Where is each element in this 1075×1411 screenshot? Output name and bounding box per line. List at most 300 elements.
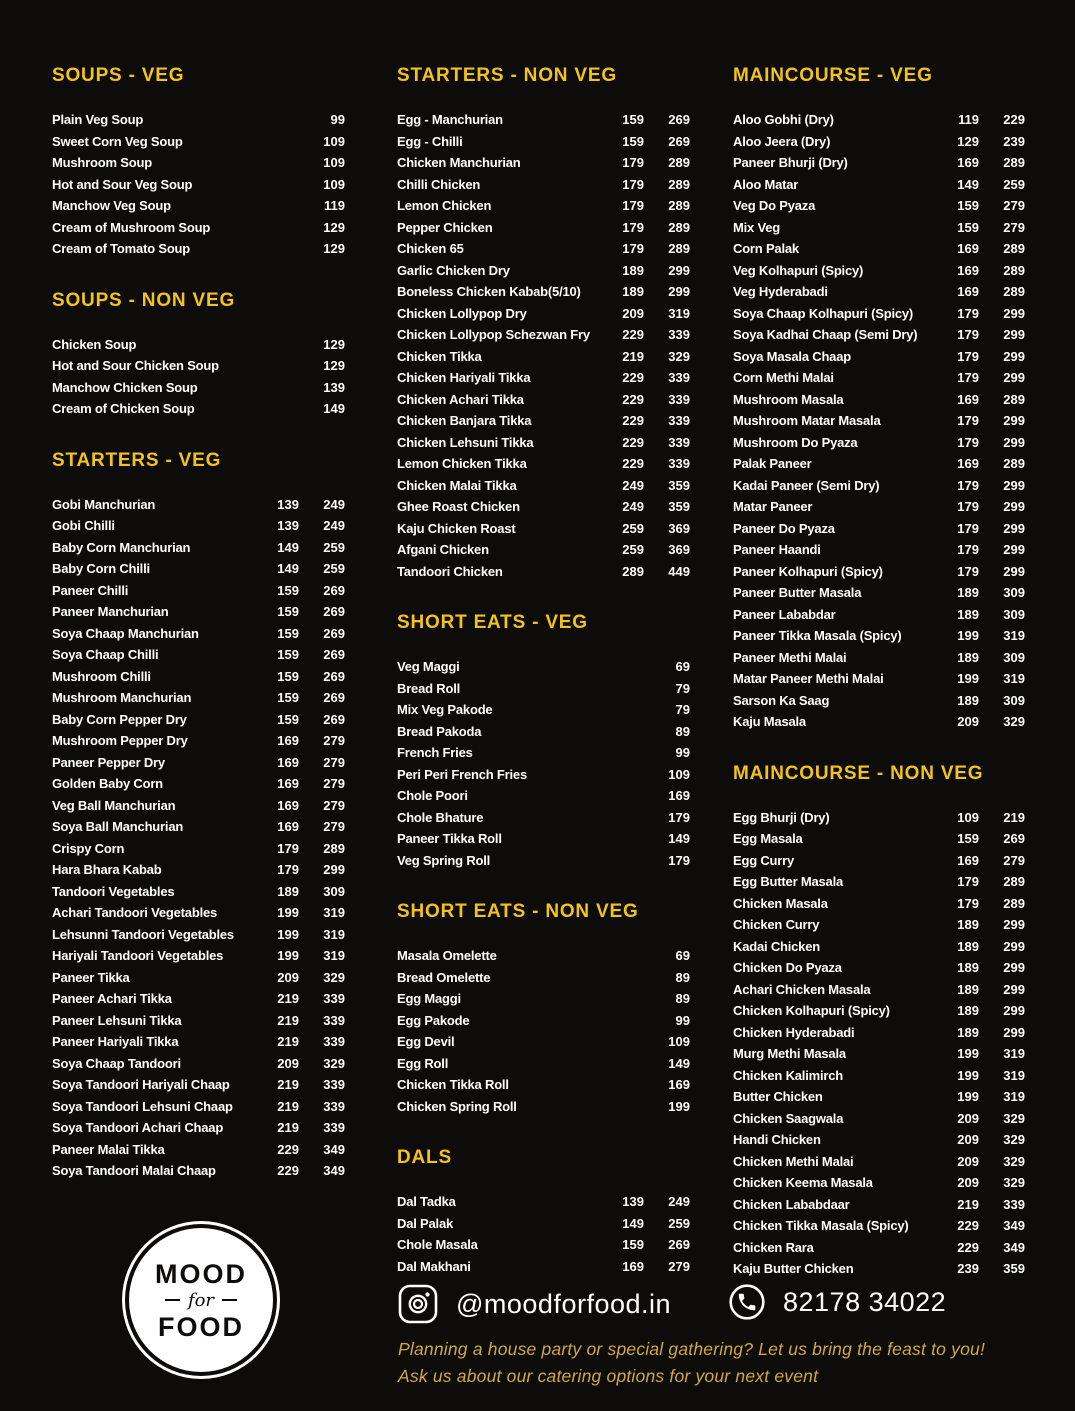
- item-price-half: 239: [957, 1261, 979, 1276]
- item-price-full: 299: [1003, 563, 1025, 579]
- menu-item-row: [733, 1043, 1025, 1065]
- menu-item-row: [52, 1139, 345, 1161]
- item-price-half: 179: [957, 434, 979, 450]
- item-name: Egg Masala: [733, 831, 803, 846]
- menu-item-row: [733, 1172, 1025, 1194]
- menu-item-row: [397, 238, 690, 260]
- menu-item-row: [733, 496, 1025, 518]
- item-price-full: 99: [330, 112, 345, 127]
- item-name: Afgani Chicken: [397, 542, 489, 557]
- item-name: Achari Tandoori Vegetables: [52, 905, 218, 920]
- item-price-full: 339: [668, 434, 690, 450]
- menu-item-row: [397, 764, 690, 786]
- item-name: Egg Pakode: [397, 1012, 470, 1028]
- item-price-full: 289: [1003, 874, 1025, 889]
- item-price-half: 229: [622, 413, 644, 428]
- section-title: MAINCOURSE - NON VEG: [733, 762, 984, 784]
- menu-item-row: [733, 131, 1025, 153]
- menu-item-row: [52, 217, 345, 239]
- item-name: Hot and Sour Veg Soup: [52, 176, 193, 192]
- item-price-half: 209: [277, 969, 299, 985]
- item-price-full: 199: [668, 1098, 690, 1114]
- item-price-full: 289: [668, 155, 690, 170]
- menu-item-row: [733, 828, 1025, 850]
- item-name: Corn Palak: [733, 241, 799, 256]
- item-price-half: 219: [277, 991, 299, 1006]
- item-price-full: 259: [1003, 176, 1025, 192]
- item-price-full: 129: [323, 358, 345, 373]
- item-price-half: 149: [957, 176, 979, 192]
- item-name: Dal Makhani: [397, 1258, 471, 1274]
- menu-item-row: [397, 518, 690, 540]
- logo-dash-right: [222, 1299, 237, 1301]
- menu-item-row: [52, 1096, 345, 1118]
- menu-item-row: [733, 260, 1025, 282]
- item-price-half: 179: [957, 563, 979, 579]
- menu-section: [52, 449, 345, 1182]
- item-price-full: 279: [1003, 198, 1025, 213]
- item-price-full: 339: [668, 413, 690, 428]
- item-price-full: 299: [1003, 981, 1025, 997]
- item-price-full: 299: [1003, 327, 1025, 342]
- menu-item-row: [397, 656, 690, 678]
- menu-item-row: [397, 561, 690, 583]
- menu-item-row: [733, 690, 1025, 712]
- item-price-half: 189: [957, 585, 979, 600]
- menu-item-row: [397, 1191, 690, 1213]
- item-name: Paneer Achari Tikka: [52, 991, 172, 1006]
- item-name: Mushroom Pepper Dry: [52, 733, 188, 748]
- item-price-full: 289: [1003, 391, 1025, 407]
- menu-item-row: [733, 174, 1025, 196]
- item-price-full: 339: [1003, 1196, 1025, 1212]
- item-price-full: 269: [323, 668, 345, 684]
- menu-item-row: [52, 398, 345, 420]
- item-price-half: 169: [277, 797, 299, 813]
- item-price-full: 329: [1003, 1153, 1025, 1169]
- menu-column-1: [52, 64, 345, 1280]
- menu-item-row: [733, 1000, 1025, 1022]
- catering-note: [398, 1336, 985, 1389]
- item-name: Chicken Manchurian: [397, 155, 521, 170]
- item-name: Soya Tandoori Malai Chaap: [52, 1163, 216, 1178]
- item-name: Soya Masala Chaap: [733, 348, 851, 364]
- item-price-half: 139: [277, 496, 299, 512]
- item-price-full: 269: [323, 604, 345, 619]
- item-price-full: 329: [323, 969, 345, 985]
- item-price-half: 109: [957, 809, 979, 825]
- item-price-half: 199: [957, 1089, 979, 1104]
- menu-item-row: [733, 432, 1025, 454]
- menu-item-row: [397, 496, 690, 518]
- item-price-full: 249: [323, 518, 345, 533]
- menu-section: [397, 1146, 690, 1277]
- item-price-half: 169: [277, 754, 299, 770]
- menu-item-row: [733, 1129, 1025, 1151]
- item-price-full: 299: [1003, 499, 1025, 514]
- item-price-half: 199: [277, 905, 299, 920]
- item-price-full: 299: [1003, 960, 1025, 975]
- item-price-half: 209: [622, 305, 644, 321]
- logo-word-middle: for: [187, 1289, 215, 1311]
- item-price-full: 269: [668, 112, 690, 127]
- item-name: Bread Roll: [397, 680, 461, 696]
- item-name: Paneer Lehsuni Tikka: [52, 1012, 182, 1028]
- menu-item-row: [52, 924, 345, 946]
- item-name: Egg Roll: [397, 1055, 449, 1071]
- menu-item-row: [52, 537, 345, 559]
- menu-item-row: [733, 1065, 1025, 1087]
- restaurant-logo: [129, 1228, 273, 1372]
- item-price-half: 229: [622, 370, 644, 385]
- item-price-full: 319: [323, 948, 345, 963]
- item-name: Mix Veg: [733, 219, 781, 235]
- item-name: Paneer Kolhapuri (Spicy): [733, 563, 883, 579]
- menu-item-row: [733, 1258, 1025, 1280]
- menu-item-row: [397, 1031, 690, 1053]
- item-price-half: 159: [622, 133, 644, 149]
- item-name: Lemon Chicken Tikka: [397, 456, 527, 471]
- item-price-half: 169: [277, 776, 299, 791]
- item-price-half: 169: [277, 733, 299, 748]
- item-price-full: 319: [1003, 671, 1025, 686]
- menu-item-row: [52, 773, 345, 795]
- item-price-full: 69: [675, 659, 690, 674]
- item-price-half: 199: [957, 671, 979, 686]
- item-price-half: 179: [622, 198, 644, 213]
- menu-item-row: [733, 1022, 1025, 1044]
- item-name: Egg - Chilli: [397, 133, 463, 149]
- item-name: Sarson Ka Saag: [733, 692, 830, 708]
- menu-item-row: [52, 1010, 345, 1032]
- item-name: Dal Palak: [397, 1215, 454, 1231]
- item-price-full: 269: [323, 582, 345, 598]
- item-price-full: 299: [323, 862, 345, 877]
- item-name: Butter Chicken: [733, 1089, 823, 1104]
- item-price-half: 179: [622, 176, 644, 192]
- item-name: Paneer Hariyali Tikka: [52, 1034, 179, 1049]
- menu-item-row: [397, 1213, 690, 1235]
- menu-column-2: [397, 64, 690, 1280]
- item-price-half: 229: [957, 1239, 979, 1255]
- item-price-half: 289: [622, 563, 644, 579]
- item-price-half: 179: [957, 413, 979, 428]
- menu-item-row: [52, 666, 345, 688]
- menu-item-row: [397, 721, 690, 743]
- item-name: Chicken Curry: [733, 917, 820, 932]
- item-name: Chicken Malai Tikka: [397, 477, 517, 493]
- phone-icon: [728, 1283, 766, 1321]
- menu-item-row: [733, 582, 1025, 604]
- item-price-half: 229: [622, 327, 644, 342]
- item-name: Soya Chaap Manchurian: [52, 625, 199, 641]
- item-price-full: 339: [323, 991, 345, 1006]
- item-name: Gobi Chilli: [52, 518, 115, 533]
- menu-item-row: [397, 195, 690, 217]
- item-price-full: 279: [668, 1258, 690, 1274]
- item-name: Paneer Haandi: [733, 542, 821, 557]
- item-price-full: 169: [668, 788, 690, 803]
- item-price-full: 99: [675, 1012, 690, 1028]
- item-name: Kadai Chicken: [733, 938, 820, 954]
- item-price-full: 299: [1003, 413, 1025, 428]
- item-price-full: 329: [1003, 1110, 1025, 1126]
- item-price-full: 369: [668, 520, 690, 536]
- menu-item-row: [52, 623, 345, 645]
- item-price-full: 269: [323, 647, 345, 662]
- item-price-half: 169: [957, 155, 979, 170]
- item-price-half: 169: [622, 1258, 644, 1274]
- menu-item-row: [397, 988, 690, 1010]
- menu-item-row: [397, 260, 690, 282]
- item-name: Mushroom Chilli: [52, 668, 151, 684]
- item-price-full: 179: [668, 809, 690, 825]
- menu-item-row: [397, 1256, 690, 1278]
- menu-item-row: [52, 967, 345, 989]
- item-price-half: 179: [277, 862, 299, 877]
- item-name: Soya Tandoori Lehsuni Chaap: [52, 1098, 233, 1114]
- item-name: Bread Pakoda: [397, 723, 482, 739]
- menu-item-row: [52, 1053, 345, 1075]
- item-price-half: 209: [957, 1153, 979, 1169]
- item-price-full: 289: [668, 219, 690, 235]
- menu-item-row: [733, 957, 1025, 979]
- section-title: STARTERS - VEG: [52, 449, 222, 471]
- item-name: Lemon Chicken: [397, 198, 492, 213]
- item-price-full: 289: [1003, 895, 1025, 911]
- item-name: Aloo Matar: [733, 176, 799, 192]
- menu-item-row: [733, 195, 1025, 217]
- logo-word-bottom: FOOD: [158, 1311, 244, 1342]
- item-price-half: 179: [957, 895, 979, 911]
- item-name: Egg Butter Masala: [733, 874, 844, 889]
- item-price-full: 339: [323, 1077, 345, 1092]
- item-price-full: 289: [1003, 262, 1025, 278]
- item-price-full: 319: [1003, 1046, 1025, 1061]
- item-price-half: 219: [957, 1196, 979, 1212]
- item-price-half: 259: [622, 542, 644, 557]
- item-price-full: 299: [1003, 370, 1025, 385]
- item-price-full: 319: [323, 926, 345, 942]
- item-name: Chicken Saagwala: [733, 1110, 844, 1126]
- item-name: Mushroom Matar Masala: [733, 413, 881, 428]
- item-price-half: 179: [957, 499, 979, 514]
- item-name: Kaju Masala: [733, 714, 806, 729]
- item-price-full: 319: [1003, 628, 1025, 643]
- item-price-half: 199: [277, 926, 299, 942]
- item-price-full: 239: [1003, 133, 1025, 149]
- item-price-full: 339: [323, 1120, 345, 1135]
- menu-item-row: [397, 785, 690, 807]
- item-price-full: 109: [323, 155, 345, 170]
- item-price-full: 299: [668, 262, 690, 278]
- item-price-half: 199: [957, 628, 979, 643]
- menu-section: [397, 64, 690, 582]
- menu-item-row: [733, 346, 1025, 368]
- item-name: Baby Corn Pepper Dry: [52, 711, 187, 727]
- item-price-full: 289: [668, 176, 690, 192]
- section-title: STARTERS - NON VEG: [397, 65, 617, 86]
- catering-line-2: Ask us about our catering options for your next event: [398, 1365, 819, 1386]
- item-name: Bread Omelette: [397, 969, 491, 985]
- instagram-handle: @moodforfood.in: [456, 1288, 672, 1319]
- menu-item-row: [397, 131, 690, 153]
- menu-item-row: [397, 152, 690, 174]
- item-price-full: 289: [323, 840, 345, 856]
- item-price-full: 299: [1003, 305, 1025, 321]
- item-price-full: 449: [668, 563, 690, 579]
- item-name: Cream of Chicken Soup: [52, 401, 195, 416]
- item-price-half: 229: [622, 456, 644, 471]
- item-price-half: 199: [957, 1046, 979, 1061]
- item-name: Chicken Lollypop Schezwan Fry: [397, 327, 590, 342]
- menu-item-row: [52, 752, 345, 774]
- item-name: Chicken Soup: [52, 336, 137, 352]
- item-price-half: 179: [957, 542, 979, 557]
- item-price-half: 189: [957, 649, 979, 665]
- item-name: Chicken Kolhapuri (Spicy): [733, 1003, 890, 1018]
- menu-item-row: [733, 625, 1025, 647]
- menu-section: [52, 289, 345, 420]
- item-price-full: 359: [668, 499, 690, 514]
- menu-item-row: [52, 1074, 345, 1096]
- menu-item-row: [733, 1151, 1025, 1173]
- item-price-half: 229: [277, 1141, 299, 1157]
- item-name: Paneer Bhurji (Dry): [733, 155, 848, 170]
- item-price-full: 249: [668, 1194, 690, 1209]
- item-price-half: 169: [957, 262, 979, 278]
- item-price-full: 279: [323, 819, 345, 834]
- item-name: Veg Kolhapuri (Spicy): [733, 262, 864, 278]
- item-price-half: 189: [957, 692, 979, 708]
- menu-item-row: [397, 346, 690, 368]
- item-price-half: 179: [957, 477, 979, 493]
- menu-item-row: [397, 303, 690, 325]
- menu-item-row: [733, 1215, 1025, 1237]
- menu-item-row: [733, 893, 1025, 915]
- item-name: Soya Tandoori Hariyali Chaap: [52, 1077, 230, 1092]
- item-price-half: 169: [957, 284, 979, 299]
- item-name: Golden Baby Corn: [52, 776, 163, 791]
- menu-item-row: [52, 580, 345, 602]
- item-name: Dal Tadka: [397, 1194, 456, 1209]
- menu-item-row: [733, 668, 1025, 690]
- menu-item-row: [52, 195, 345, 217]
- menu-item-row: [52, 152, 345, 174]
- item-price-half: 149: [622, 1215, 644, 1231]
- item-price-half: 159: [277, 625, 299, 641]
- item-price-full: 249: [323, 496, 345, 512]
- item-name: Paneer Butter Masala: [733, 585, 862, 600]
- item-price-full: 79: [675, 680, 690, 696]
- item-price-half: 189: [957, 606, 979, 622]
- item-price-full: 299: [1003, 348, 1025, 364]
- item-price-full: 349: [323, 1141, 345, 1157]
- item-price-full: 269: [323, 711, 345, 727]
- item-name: Baby Corn Chilli: [52, 561, 150, 576]
- menu-item-row: [397, 1074, 690, 1096]
- menu-item-row: [733, 647, 1025, 669]
- menu-item-row: [733, 389, 1025, 411]
- item-name: Chicken Tikka Roll: [397, 1077, 509, 1092]
- item-name: Chicken Keema Masala: [733, 1175, 873, 1190]
- item-price-half: 159: [957, 198, 979, 213]
- menu-section: [52, 64, 345, 260]
- menu-item-row: [52, 515, 345, 537]
- item-price-full: 359: [668, 477, 690, 493]
- item-price-full: 309: [1003, 649, 1025, 665]
- item-price-half: 159: [277, 582, 299, 598]
- item-price-full: 339: [323, 1034, 345, 1049]
- item-price-half: 169: [957, 391, 979, 407]
- item-price-half: 159: [277, 690, 299, 705]
- item-name: Baby Corn Manchurian: [52, 539, 191, 555]
- item-price-half: 149: [277, 539, 299, 555]
- item-price-half: 179: [957, 370, 979, 385]
- item-price-half: 229: [957, 1218, 979, 1233]
- item-name: Hot and Sour Chicken Soup: [52, 358, 219, 373]
- item-name: Chilli Chicken: [397, 176, 481, 192]
- item-name: Chicken Tikka Masala (Spicy): [733, 1218, 909, 1233]
- menu-item-row: [52, 377, 345, 399]
- item-name: Soya Ball Manchurian: [52, 819, 184, 834]
- item-price-full: 129: [323, 336, 345, 352]
- item-name: Mushroom Masala: [733, 391, 844, 407]
- menu-item-row: [52, 494, 345, 516]
- menu-item-row: [52, 601, 345, 623]
- item-price-full: 289: [1003, 241, 1025, 256]
- item-name: Paneer Methi Malai: [733, 649, 847, 665]
- item-price-full: 269: [668, 133, 690, 149]
- menu-item-row: [397, 410, 690, 432]
- item-name: Soya Chaap Tandoori: [52, 1055, 181, 1071]
- section-title: SOUPS - NON VEG: [52, 289, 236, 311]
- item-price-full: 339: [323, 1098, 345, 1114]
- menu-item-row: [733, 303, 1025, 325]
- item-price-half: 209: [957, 1132, 979, 1147]
- menu-item-row: [733, 1194, 1025, 1216]
- item-name: Hariyali Tandoori Vegetables: [52, 948, 224, 963]
- item-price-half: 169: [957, 852, 979, 868]
- item-price-half: 199: [957, 1067, 979, 1083]
- item-price-half: 189: [957, 1024, 979, 1040]
- menu-item-row: [397, 1096, 690, 1118]
- menu-item-row: [733, 604, 1025, 626]
- menu-item-row: [397, 678, 690, 700]
- item-price-half: 159: [277, 668, 299, 684]
- item-name: Peri Peri French Fries: [397, 766, 527, 782]
- item-price-full: 309: [323, 883, 345, 899]
- item-price-half: 169: [277, 819, 299, 834]
- item-name: Mix Veg Pakode: [397, 702, 493, 717]
- logo-middle: [165, 1290, 237, 1311]
- item-name: Chicken Hyderabadi: [733, 1024, 855, 1040]
- item-price-full: 149: [668, 831, 690, 846]
- menu-item-row: [733, 936, 1025, 958]
- item-price-half: 259: [622, 520, 644, 536]
- menu-item-row: [52, 795, 345, 817]
- item-price-full: 259: [323, 539, 345, 555]
- item-price-half: 219: [277, 1077, 299, 1092]
- item-name: Chicken Spring Roll: [397, 1098, 517, 1114]
- item-name: Garlic Chicken Dry: [397, 262, 510, 278]
- menu-item-row: [397, 367, 690, 389]
- menu-item-row: [397, 281, 690, 303]
- item-name: Boneless Chicken Kabab(5/10): [397, 284, 581, 299]
- menu-item-row: [397, 742, 690, 764]
- menu-item-row: [397, 1234, 690, 1256]
- menu-item-row: [52, 1117, 345, 1139]
